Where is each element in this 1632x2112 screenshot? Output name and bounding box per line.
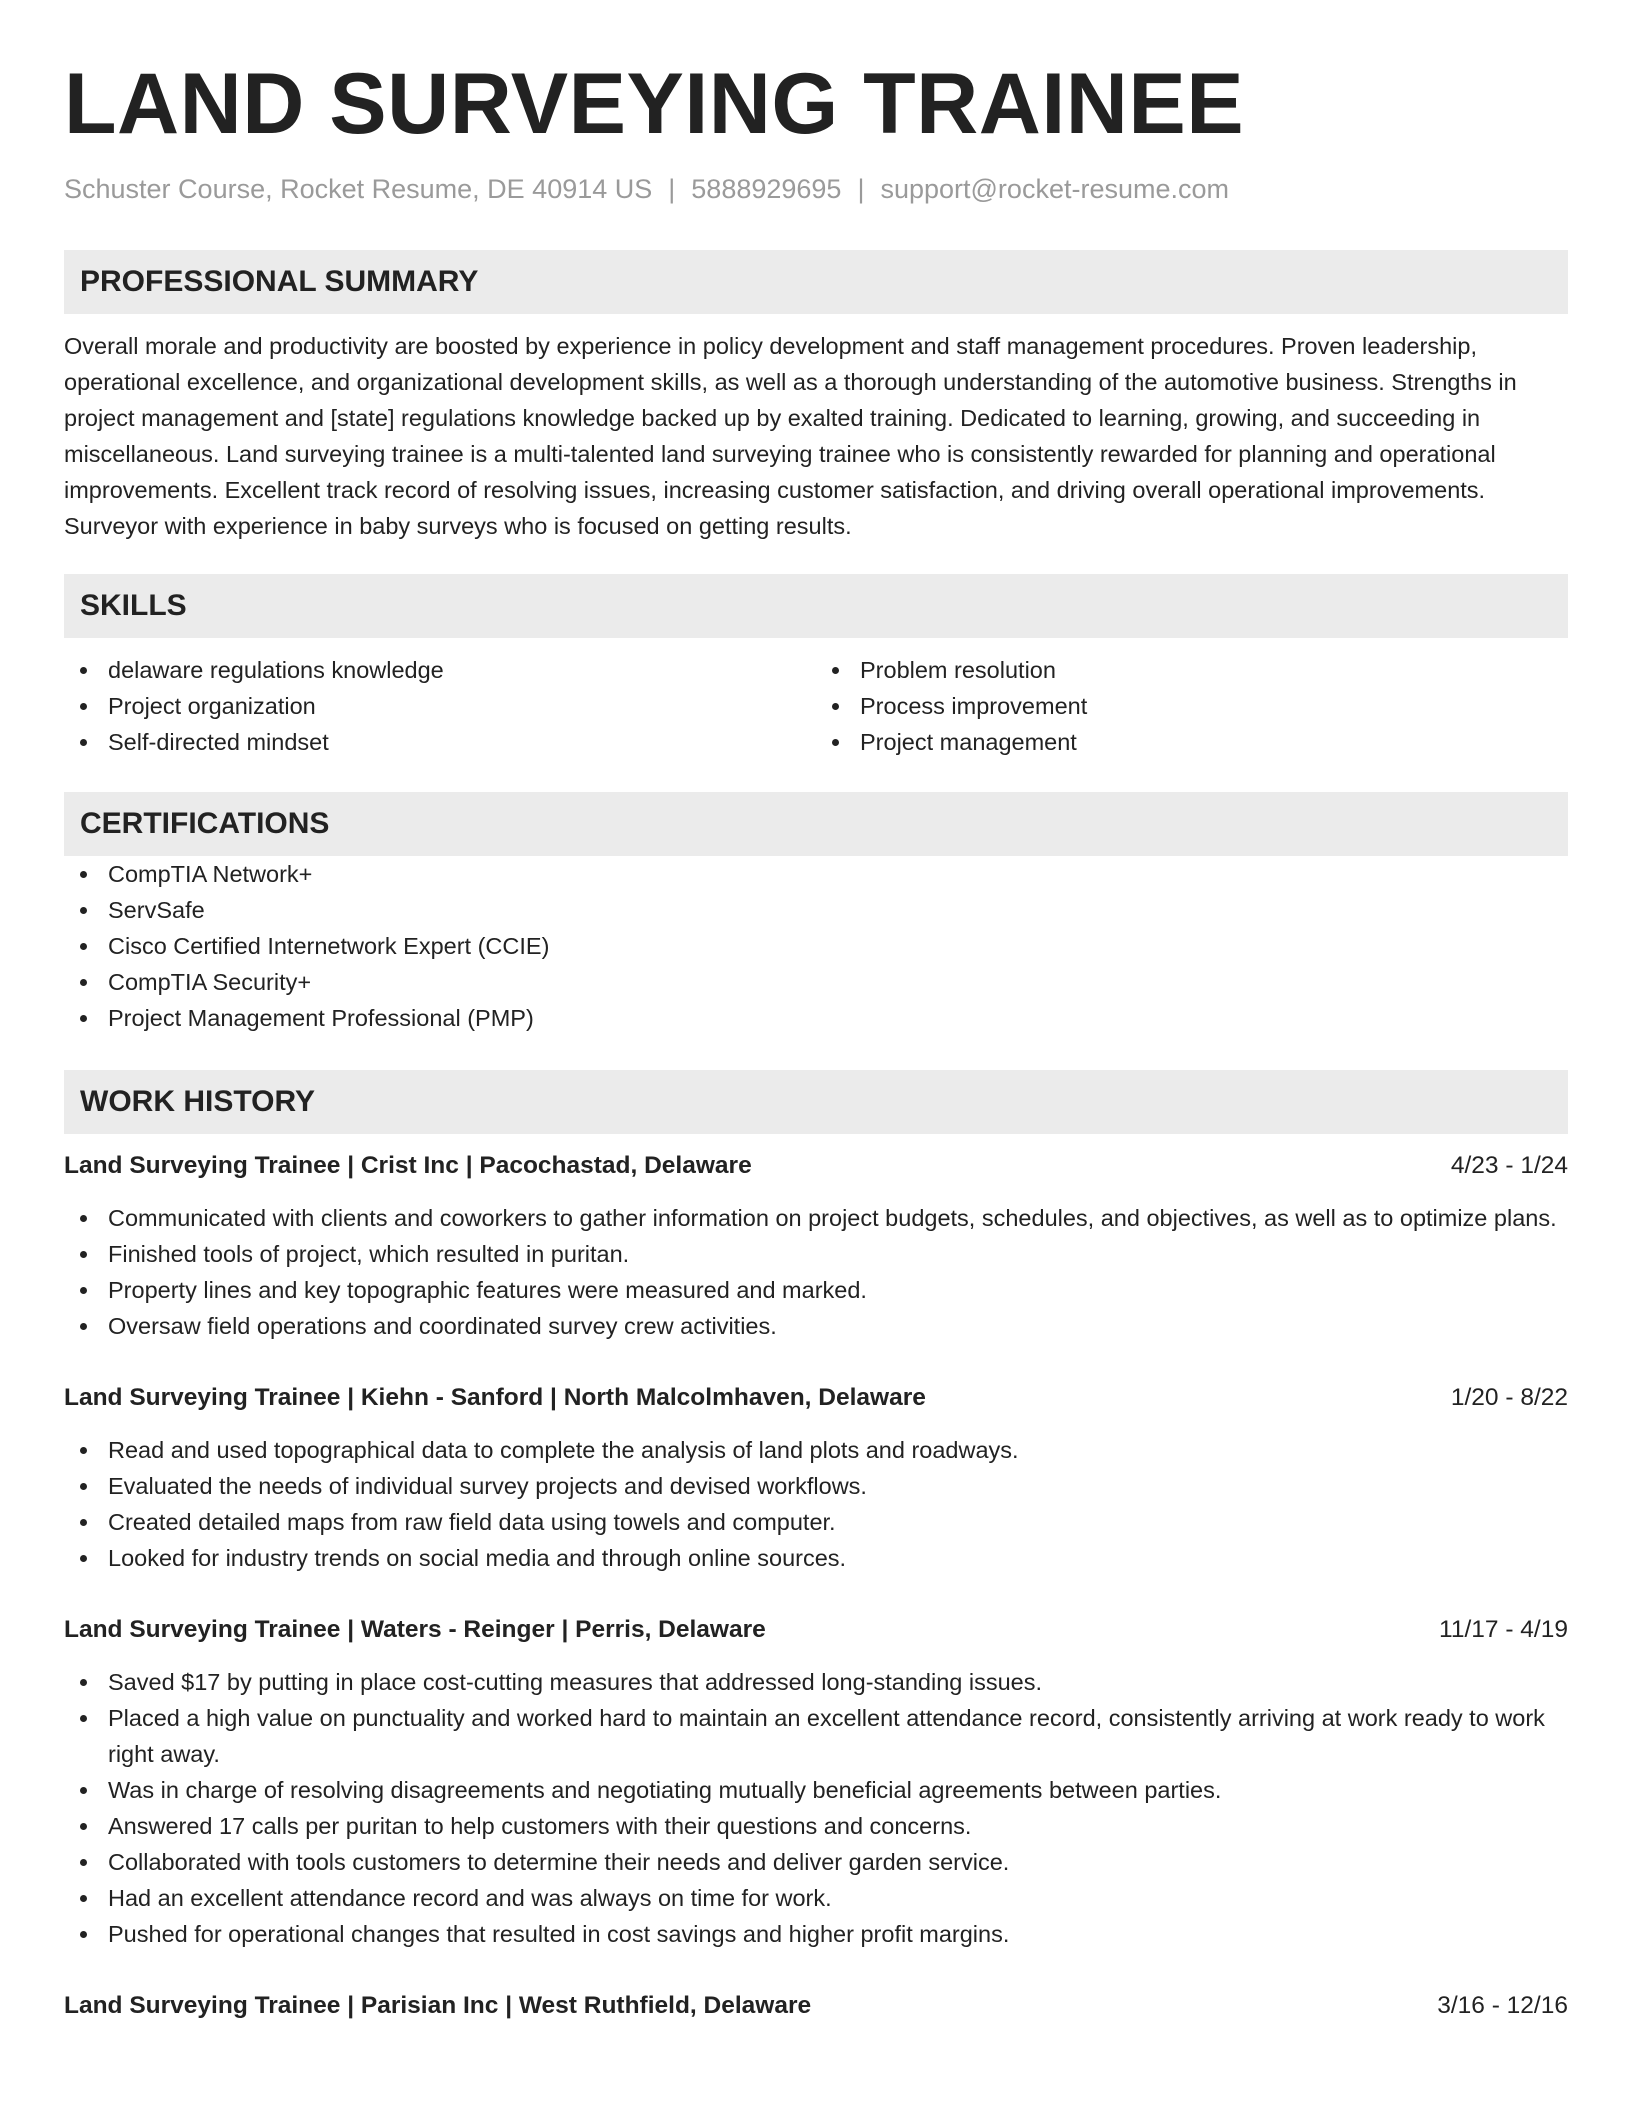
job-entry: [64, 1988, 1568, 2024]
job-title: Land Surveying Trainee | Kiehn - Sanford | North Malcolmhaven, Delaware: [64, 1384, 926, 1411]
certification-item: ServSafe: [64, 892, 1568, 928]
job-bullet: Evaluated the needs of individual survey projects and devised workflows.: [64, 1468, 1568, 1504]
job-bullet: Created detailed maps from raw field data using towels and computer.: [64, 1504, 1568, 1540]
job-bullet: Property lines and key topographic features were measured and marked.: [64, 1272, 1568, 1308]
job-bullet: Was in charge of resolving disagreements and negotiating mutually beneficial agreements between parties.: [64, 1772, 1568, 1808]
job-header: [64, 1988, 1568, 2024]
contact-email[interactable]: support@rocket-resume.com: [880, 174, 1229, 204]
skill-item: Project management: [816, 724, 1568, 760]
certification-item: CompTIA Network+: [64, 856, 1568, 892]
job-entry: [64, 1148, 1568, 1344]
contact-line: [64, 172, 1568, 206]
skill-item: Self-directed mindset: [64, 724, 816, 760]
skill-item: Process improvement: [816, 688, 1568, 724]
job-title: Land Surveying Trainee | Crist Inc | Pacochastad, Delaware: [64, 1152, 752, 1179]
job-bullet: Looked for industry trends on social media and through online sources.: [64, 1540, 1568, 1576]
section-header-work-history: WORK HISTORY: [64, 1070, 1568, 1134]
job-bullet: Oversaw field operations and coordinated survey crew activities.: [64, 1308, 1568, 1344]
job-bullet: Answered 17 calls per puritan to help customers with their questions and concerns.: [64, 1808, 1568, 1844]
job-bullets: [64, 1200, 1568, 1344]
skill-item: Problem resolution: [816, 652, 1568, 688]
job-bullet: Finished tools of project, which resulted in puritan.: [64, 1236, 1568, 1272]
certifications-list: [64, 856, 1568, 1036]
job-entry: [64, 1612, 1568, 1952]
contact-separator: |: [668, 174, 676, 204]
job-bullet: Read and used topographical data to complete the analysis of land plots and roadways.: [64, 1432, 1568, 1468]
skill-item: Project organization: [64, 688, 816, 724]
job-header: [64, 1148, 1568, 1184]
job-title: Land Surveying Trainee | Parisian Inc | West Ruthfield, Delaware: [64, 1992, 812, 2019]
job-bullet: Saved $17 by putting in place cost-cutting measures that addressed long-standing issues.: [64, 1664, 1568, 1700]
certification-item: Cisco Certified Internetwork Expert (CCIE): [64, 928, 1568, 964]
job-bullet: Had an excellent attendance record and was always on time for work.: [64, 1880, 1568, 1916]
contact-phone: 5888929695: [691, 174, 842, 204]
candidate-name: LAND SURVEYING TRAINEE: [64, 56, 1245, 152]
contact-address: Schuster Course, Rocket Resume, DE 40914 US: [64, 174, 653, 204]
job-bullets: [64, 1664, 1568, 1952]
job-bullet: Placed a high value on punctuality and worked hard to maintain an excellent attendance record, consistently arriving at work ready to work right away.: [64, 1700, 1568, 1772]
skills-grid: [64, 652, 1568, 760]
section-header-certifications: CERTIFICATIONS: [64, 792, 1568, 856]
skills-column-left: [64, 652, 816, 760]
certification-item: Project Management Professional (PMP): [64, 1000, 1568, 1036]
job-header: [64, 1380, 1568, 1416]
skills-column-right: [816, 652, 1568, 760]
summary-text: Overall morale and productivity are boosted by experience in policy development and staff management procedures. Proven leadership, operational excellence, and organizational development skills, as well as a thorough understanding of the automotive business. Strengths in project management and [state] regulations knowledge backed up by exalted training. Dedicated to learning, growing, and succeeding in miscellaneous. Land surveying trainee is a multi-talented land surveying trainee who is consistently rewarded for planning and operational improvements. Excellent track record of resolving issues, increasing customer satisfaction, and driving overall operational improvements. Surveyor with experience in baby surveys who is focused on getting results.: [64, 333, 1517, 539]
job-bullets: [64, 1432, 1568, 1576]
job-dates: 1/20 - 8/22: [1450, 1384, 1568, 1411]
section-header-summary: PROFESSIONAL SUMMARY: [64, 250, 1568, 314]
job-header: [64, 1612, 1568, 1648]
job-title: Land Surveying Trainee | Waters - Reinger | Perris, Delaware: [64, 1616, 766, 1643]
job-dates: 11/17 - 4/19: [1439, 1616, 1568, 1643]
job-entry: [64, 1380, 1568, 1576]
job-dates: 3/16 - 12/16: [1437, 1992, 1568, 2019]
job-dates: 4/23 - 1/24: [1450, 1152, 1568, 1179]
skill-item: delaware regulations knowledge: [64, 652, 816, 688]
job-bullet: Communicated with clients and coworkers to gather information on project budgets, schedules, and objectives, as well as to optimize plans.: [64, 1200, 1568, 1236]
job-bullet: Pushed for operational changes that resulted in cost savings and higher profit margins.: [64, 1916, 1568, 1952]
section-header-skills: SKILLS: [64, 574, 1568, 638]
contact-separator: |: [857, 174, 865, 204]
job-bullet: Collaborated with tools customers to determine their needs and deliver garden service.: [64, 1844, 1568, 1880]
certification-item: CompTIA Security+: [64, 964, 1568, 1000]
